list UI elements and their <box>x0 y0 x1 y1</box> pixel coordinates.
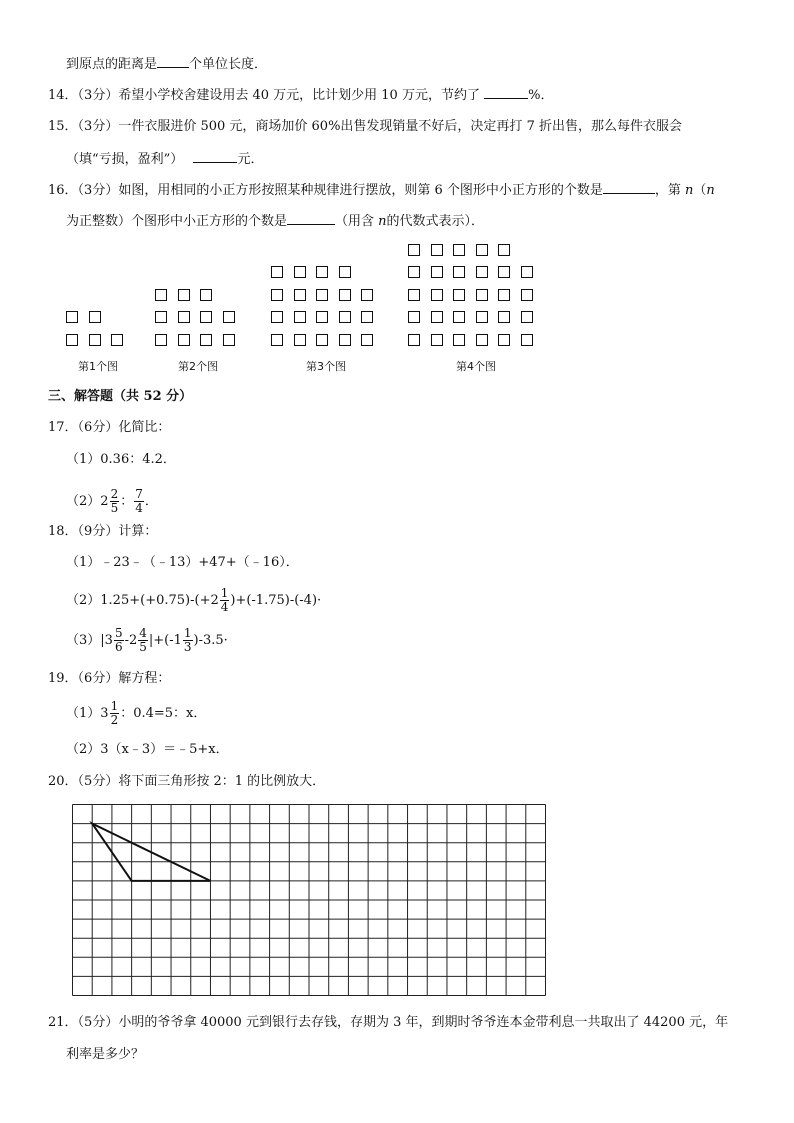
q-text: 计算： <box>118 524 158 539</box>
question-16-line2 <box>66 212 484 231</box>
q13-text: 到原点的距离是 <box>66 57 158 72</box>
q-text: ，第 <box>654 183 681 198</box>
expr: )-3.5· <box>193 633 228 648</box>
figure-caption: 第3个图 <box>306 360 346 373</box>
small-square <box>111 334 123 346</box>
denominator: 4 <box>220 600 229 614</box>
small-square <box>155 289 167 301</box>
small-square <box>316 334 328 346</box>
section-heading: 三、解答题（共 52 分） <box>48 389 193 404</box>
small-square <box>89 311 101 323</box>
q-num: 19． <box>48 671 78 686</box>
mixed-whole: 3 <box>100 706 109 721</box>
q-score: （5分） <box>77 1015 119 1030</box>
small-square <box>476 311 488 323</box>
question-21 <box>48 1014 728 1032</box>
q-text: 一件衣服进价 500 元，商场加价 60%出售发现销量不好后，决定再打 7 折出售，那么每件衣服会 <box>118 119 682 134</box>
small-square <box>339 311 351 323</box>
small-square <box>521 266 533 278</box>
small-square <box>476 244 488 256</box>
answer-blank[interactable] <box>193 150 237 163</box>
denominator: 4 <box>135 501 143 515</box>
small-square <box>408 289 420 301</box>
small-square <box>408 244 420 256</box>
small-square <box>339 289 351 301</box>
q-text: （填“亏损，盈利”） <box>66 152 184 167</box>
small-square <box>271 266 283 278</box>
expr: )+(-1.75)-(-4)· <box>230 593 322 608</box>
grid-with-triangle[interactable] <box>72 804 546 996</box>
small-square <box>521 311 533 323</box>
question-19 <box>48 670 170 688</box>
small-square <box>408 334 420 346</box>
small-square <box>271 311 283 323</box>
small-square <box>223 311 235 323</box>
denominator: 5 <box>139 640 147 654</box>
q-num: 15． <box>48 119 78 134</box>
small-square <box>155 334 167 346</box>
small-square <box>294 311 306 323</box>
q-score: （3分） <box>77 183 119 198</box>
expr: ：0.4=5：x． <box>120 706 207 721</box>
q-after: %． <box>528 88 554 103</box>
numerator: 4 <box>139 626 147 640</box>
fraction <box>138 627 148 654</box>
q-text: 如图，用相同的小正方形按照某种规律进行摆放，则第 6 个图形中小正方形的个数是 <box>118 183 603 198</box>
small-square <box>498 266 510 278</box>
small-square <box>498 244 510 256</box>
variable-n: n <box>706 183 715 198</box>
q17-part2 <box>66 484 158 520</box>
q-text: 希望小学校舍建设用去 40 万元，比计划少用 10 万元，节约了 <box>118 88 480 103</box>
part-label: （3） <box>66 633 101 648</box>
q13-tail <box>66 55 267 74</box>
small-square <box>498 334 510 346</box>
small-square <box>294 334 306 346</box>
small-square <box>200 311 212 323</box>
small-square <box>66 334 78 346</box>
small-square <box>339 334 351 346</box>
variable-n: n <box>378 214 387 229</box>
denominator: 5 <box>110 501 119 515</box>
denominator: 3 <box>183 640 192 654</box>
small-square <box>271 334 283 346</box>
answer-blank[interactable] <box>287 212 335 225</box>
denominator: 2 <box>110 713 119 727</box>
q-num: 20． <box>48 774 78 789</box>
small-square <box>453 266 465 278</box>
part-label: （2） <box>66 593 101 608</box>
fraction <box>110 700 120 727</box>
q-score: （3分） <box>77 88 119 103</box>
expr: -2 <box>124 633 138 648</box>
question-15-line2 <box>66 150 263 169</box>
q18-part1: （1）﹣23﹣（﹣13）+47+（﹣16）． <box>66 555 299 570</box>
small-square <box>294 289 306 301</box>
small-square <box>66 311 78 323</box>
small-square <box>178 289 190 301</box>
fraction <box>134 488 144 515</box>
small-square <box>339 266 351 278</box>
q-text: （用含 <box>335 214 375 229</box>
q-score: （5分） <box>77 774 119 789</box>
q19-part1 <box>66 696 206 732</box>
question-15 <box>48 118 682 136</box>
small-square <box>431 266 443 278</box>
question-16 <box>48 181 715 200</box>
question-21-line2: 利率是多少？ <box>66 1047 145 1062</box>
fraction <box>220 587 230 614</box>
q-text: 小明的爷爷拿 40000 元到银行去存钱，存期为 3 年，到期时爷爷连本金带利息一共取出了 44200 元，年 <box>118 1015 729 1030</box>
variable-n: n <box>685 183 694 198</box>
q-num: 21． <box>48 1015 78 1030</box>
q-after: 元． <box>237 152 264 167</box>
small-square <box>476 334 488 346</box>
small-square <box>200 289 212 301</box>
q-score: （6分） <box>77 671 119 686</box>
q-text: （ <box>693 183 707 198</box>
fraction <box>183 627 193 654</box>
numerator: 2 <box>110 487 119 501</box>
small-square <box>453 244 465 256</box>
fraction <box>114 627 124 654</box>
numerator: 1 <box>110 699 119 713</box>
small-square <box>200 334 212 346</box>
q17-part1: （1）0.36：4.2． <box>66 452 176 467</box>
q13-after: 个单位长度． <box>189 57 268 72</box>
answer-blank[interactable] <box>157 55 189 68</box>
small-square <box>89 334 101 346</box>
small-square <box>361 289 373 301</box>
q-text: 为正整数）个图形中小正方形的个数是 <box>66 214 288 229</box>
small-square <box>294 266 306 278</box>
q-num: 17． <box>48 420 78 435</box>
small-square <box>178 311 190 323</box>
q-num: 18． <box>48 524 78 539</box>
small-square <box>431 311 443 323</box>
q-score: （3分） <box>77 119 119 134</box>
figure-caption: 第1个图 <box>78 360 118 373</box>
numerator: 5 <box>114 626 123 640</box>
small-square <box>431 244 443 256</box>
small-square <box>316 266 328 278</box>
denominator: 6 <box>114 640 123 654</box>
small-square <box>178 334 190 346</box>
small-square <box>521 289 533 301</box>
small-square <box>271 289 283 301</box>
small-square <box>476 289 488 301</box>
small-square <box>408 266 420 278</box>
small-square <box>361 311 373 323</box>
small-square <box>521 334 533 346</box>
question-17 <box>48 419 170 437</box>
numerator: 7 <box>135 487 143 501</box>
question-14 <box>48 86 553 105</box>
small-square <box>408 311 420 323</box>
q-num: 16． <box>48 183 78 198</box>
end-mark: ． <box>144 494 158 509</box>
q-num: 14． <box>48 88 78 103</box>
expr: |3 <box>100 633 113 648</box>
question-18 <box>48 523 157 541</box>
small-square <box>431 334 443 346</box>
q-text: 解方程： <box>118 671 171 686</box>
small-square <box>498 289 510 301</box>
q-text: 的代数式表示）． <box>386 214 485 229</box>
small-square <box>316 289 328 301</box>
q-text: 化简比： <box>118 420 171 435</box>
fraction <box>110 488 120 515</box>
ratio-sep: ： <box>120 494 134 509</box>
small-square <box>316 311 328 323</box>
numerator: 1 <box>220 586 229 600</box>
small-square <box>453 334 465 346</box>
part-label: （1） <box>66 706 101 721</box>
small-square <box>453 289 465 301</box>
small-square <box>476 266 488 278</box>
mixed-whole: 2 <box>100 494 109 509</box>
answer-blank[interactable] <box>484 86 528 99</box>
small-square <box>361 334 373 346</box>
q18-part3 <box>66 623 228 659</box>
expr: 1.25+(+0.75)-(+2 <box>100 593 219 608</box>
q19-part2: （2）3（x﹣3）＝﹣5+x． <box>66 742 229 757</box>
q-score: （9分） <box>77 524 119 539</box>
q-score: （6分） <box>77 420 119 435</box>
part-label: （2） <box>66 494 101 509</box>
question-20 <box>48 773 325 791</box>
q18-part2 <box>66 583 321 619</box>
numerator: 1 <box>183 626 192 640</box>
small-square <box>453 311 465 323</box>
figure-caption: 第2个图 <box>178 360 218 373</box>
small-square <box>498 311 510 323</box>
small-square <box>431 289 443 301</box>
expr: |+(-1 <box>148 633 182 648</box>
small-square <box>155 311 167 323</box>
small-square <box>223 334 235 346</box>
figure-caption: 第4个图 <box>456 360 496 373</box>
answer-blank[interactable] <box>603 181 655 194</box>
q-text: 将下面三角形按 2：1 的比例放大． <box>118 774 326 789</box>
